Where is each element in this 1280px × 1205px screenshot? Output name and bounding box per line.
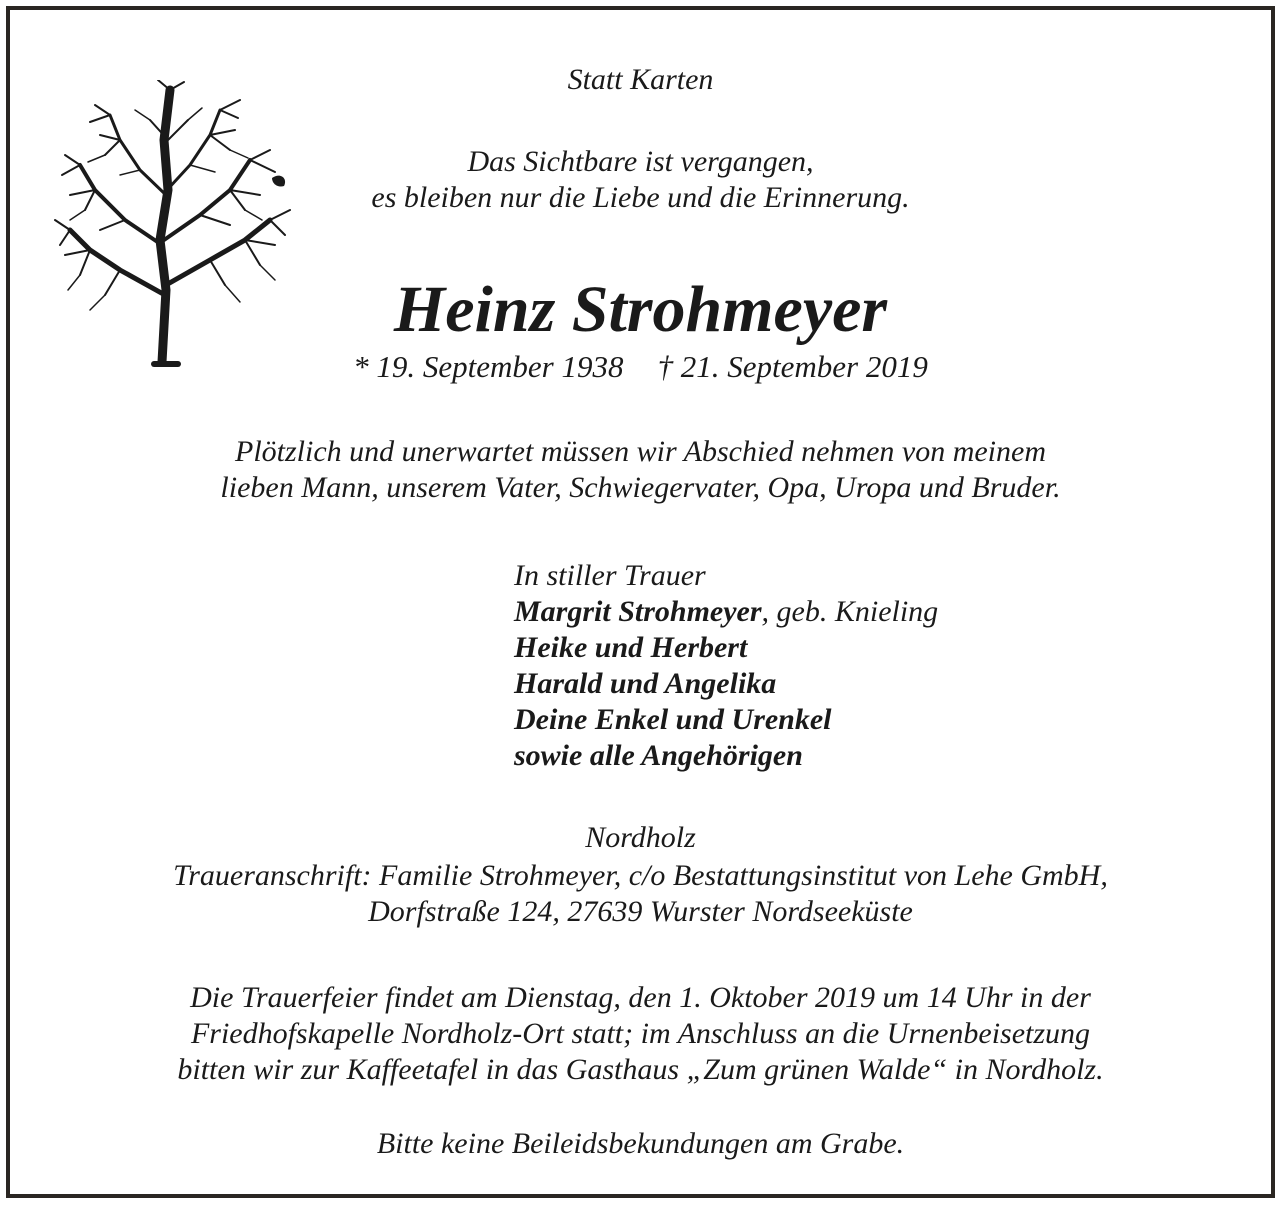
ceremony-line-2: Friedhofskapelle Nordholz-Ort statt; im Anschluss an die Urnenbeisetzung	[190, 1017, 1091, 1050]
mourner-item: sowie alle Angehörigen	[514, 739, 803, 772]
address-place: Nordholz	[585, 821, 696, 854]
closing-note: Bitte keine Beileidsbekundungen am Grabe.	[376, 1127, 905, 1160]
address-line-1: Traueranschrift: Familie Strohmeyer, c/o Bestattungsinstitut von Lehe GmbH,	[173, 859, 1108, 892]
mourner-item: Heike und Herbert	[514, 631, 748, 664]
deceased-name: Heinz Strohmeyer	[393, 273, 888, 346]
address-line-2: Dorfstraße 124, 27639 Wurster Nordseeküste	[368, 895, 913, 928]
ceremony-line-1: Die Trauerfeier findet am Dienstag, den 1. Oktober 2019 um 14 Uhr in der	[190, 981, 1091, 1014]
mourner-primary-suffix: , geb. Knieling	[761, 595, 939, 628]
death-date: † 21. September 2019	[657, 349, 928, 384]
mourner-item: Harald und Angelika	[514, 667, 777, 700]
announcement-line-2: lieben Mann, unserem Vater, Schwiegervater, Opa, Uropa und Bruder.	[220, 471, 1061, 504]
obituary-frame	[6, 6, 1275, 1198]
mourners-intro: In stiller Trauer	[514, 559, 706, 592]
mourner-primary-name: Margrit Strohmeyer	[514, 595, 762, 628]
life-dates	[10, 348, 1271, 386]
mourners-list	[514, 558, 938, 774]
mourner-primary	[514, 594, 938, 630]
motto-line-1: Das Sichtbare ist vergangen,	[467, 145, 814, 178]
ceremony-line-3: bitten wir zur Kaffeetafel in das Gasthaus „Zum grünen Walde“ in Nordholz.	[177, 1053, 1104, 1086]
header-text: Statt Karten	[567, 63, 714, 96]
motto-line-2: es bleiben nur die Liebe und die Erinnerung.	[371, 181, 910, 214]
birth-date: * 19. September 1938	[353, 349, 624, 384]
announcement-line-1: Plötzlich und unerwartet müssen wir Abschied nehmen von meinem	[235, 435, 1046, 468]
mourner-item: Deine Enkel und Urenkel	[514, 703, 832, 736]
